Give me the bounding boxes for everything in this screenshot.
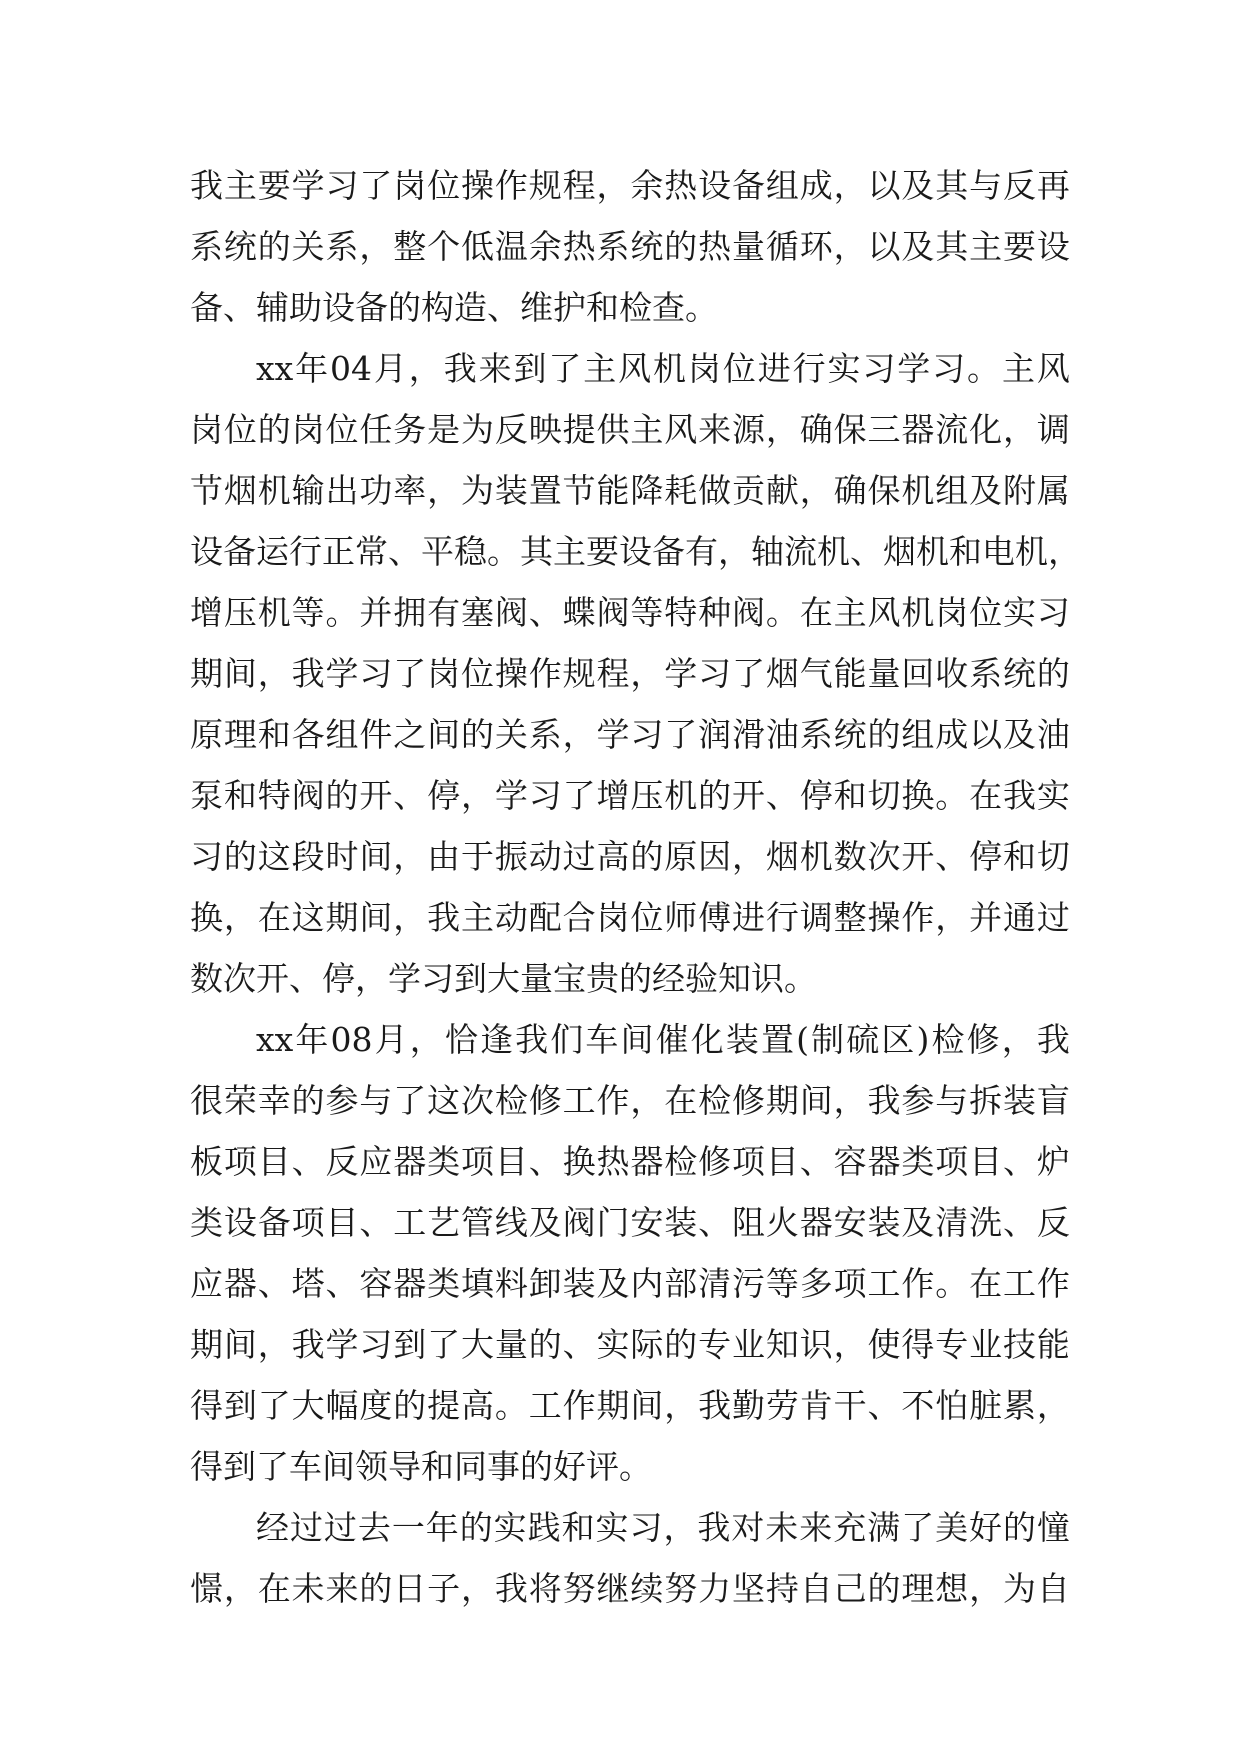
text-line: 系 统 的 关 系 ， 整 个 低 温 余 热 系 统 的 热 量 循 环 ， 以 及 其 主 要 设 bbox=[190, 227, 1070, 266]
text-line: 换 ， 在 这 期 间 ， 我 主 动 配 合 岗 位 师 傅 进 行 调 整 操 作 ， 并 通 过 bbox=[190, 898, 1070, 937]
text-line: 习 的 这 段 时 间 ， 由 于 振 动 过 高 的 原 因 ， 烟 机 数 次 开 、 停 和 切 bbox=[190, 837, 1070, 876]
text-line: 类 设 备 项 目 、 工 艺 管 线 及 阀 门 安 装 、 阻 火 器 安 装 及 清 洗 、 反 bbox=[190, 1203, 1070, 1242]
text-line: 应 器 、 塔 、 容 器 类 填 料 卸 装 及 内 部 清 污 等 多 项 工 作 。 在 工 作 bbox=[190, 1264, 1070, 1303]
text-line: 憬 ， 在 未 来 的 日 子 ， 我 将 努 继 续 努 力 坚 持 自 己 的 理 想 ， 为 自 bbox=[190, 1569, 1070, 1608]
text-line: 很 荣 幸 的 参 与 了 这 次 检 修 工 作 ， 在 检 修 期 间 ， 我 参 与 拆 装 盲 bbox=[190, 1081, 1070, 1120]
text-line: xx 年 04 月 ， 我 来 到 了 主 风 机 岗 位 进 行 实 习 学 习 。 主 风 bbox=[256, 349, 1070, 388]
text-line: 得到了车间领导和同事的好评。 bbox=[190, 1447, 652, 1486]
text-line: 原 理 和 各 组 件 之 间 的 关 系 ， 学 习 了 润 滑 油 系 统 的 组 成 以 及 油 bbox=[190, 715, 1070, 754]
document-body bbox=[190, 155, 1081, 1619]
text-line: 泵 和 特 阀 的 开 、 停 ， 学 习 了 增 压 机 的 开 、 停 和 切 换 。 在 我 实 bbox=[190, 776, 1070, 815]
text-line: 设 备 运 行 正 常 、 平 稳 。 其 主 要 设 备 有 ， 轴 流 机 、 烟 机 和 电 机 ， bbox=[190, 532, 1081, 571]
text-line: 我 主 要 学 习 了 岗 位 操 作 规 程 ， 余 热 设 备 组 成 ， 以 及 其 与 反 再 bbox=[190, 166, 1070, 205]
text-line: 岗 位 的 岗 位 任 务 是 为 反 映 提 供 主 风 来 源 ， 确 保 三 器 流 化 ， 调 bbox=[190, 410, 1070, 449]
text-line: 备、辅助设备的构造、维护和检查。 bbox=[190, 288, 718, 327]
text-line: xx 年 08 月 ， 恰 逢 我 们 车 间 催 化 装 置 ( 制 硫 区 ) 检 修 ， 我 bbox=[256, 1020, 1070, 1059]
text-line: 期 间 ， 我 学 习 到 了 大 量 的 、 实 际 的 专 业 知 识 ， 使 得 专 业 技 能 bbox=[190, 1325, 1070, 1364]
text-line: 经 过 过 去 一 年 的 实 践 和 实 习 ， 我 对 未 来 充 满 了 美 好 的 憧 bbox=[256, 1508, 1070, 1547]
text-line: 数次开、停，学习到大量宝贵的经验知识。 bbox=[190, 959, 817, 998]
text-line: 板 项 目 、 反 应 器 类 项 目 、 换 热 器 检 修 项 目 、 容 器 类 项 目 、 炉 bbox=[190, 1142, 1070, 1181]
text-line: 节 烟 机 输 出 功 率 ， 为 装 置 节 能 降 耗 做 贡 献 ， 确 保 机 组 及 附 属 bbox=[190, 471, 1070, 510]
text-line: 增 压 机 等 。 并 拥 有 塞 阀 、 蝶 阀 等 特 种 阀 。 在 主 风 机 岗 位 实 习 bbox=[190, 593, 1070, 632]
text-line: 期 间 ， 我 学 习 了 岗 位 操 作 规 程 ， 学 习 了 烟 气 能 量 回 收 系 统 的 bbox=[190, 654, 1070, 693]
text-line: 得 到 了 大 幅 度 的 提 高 。 工 作 期 间 ， 我 勤 劳 肯 干 、 不 怕 脏 累 ， bbox=[190, 1386, 1070, 1425]
